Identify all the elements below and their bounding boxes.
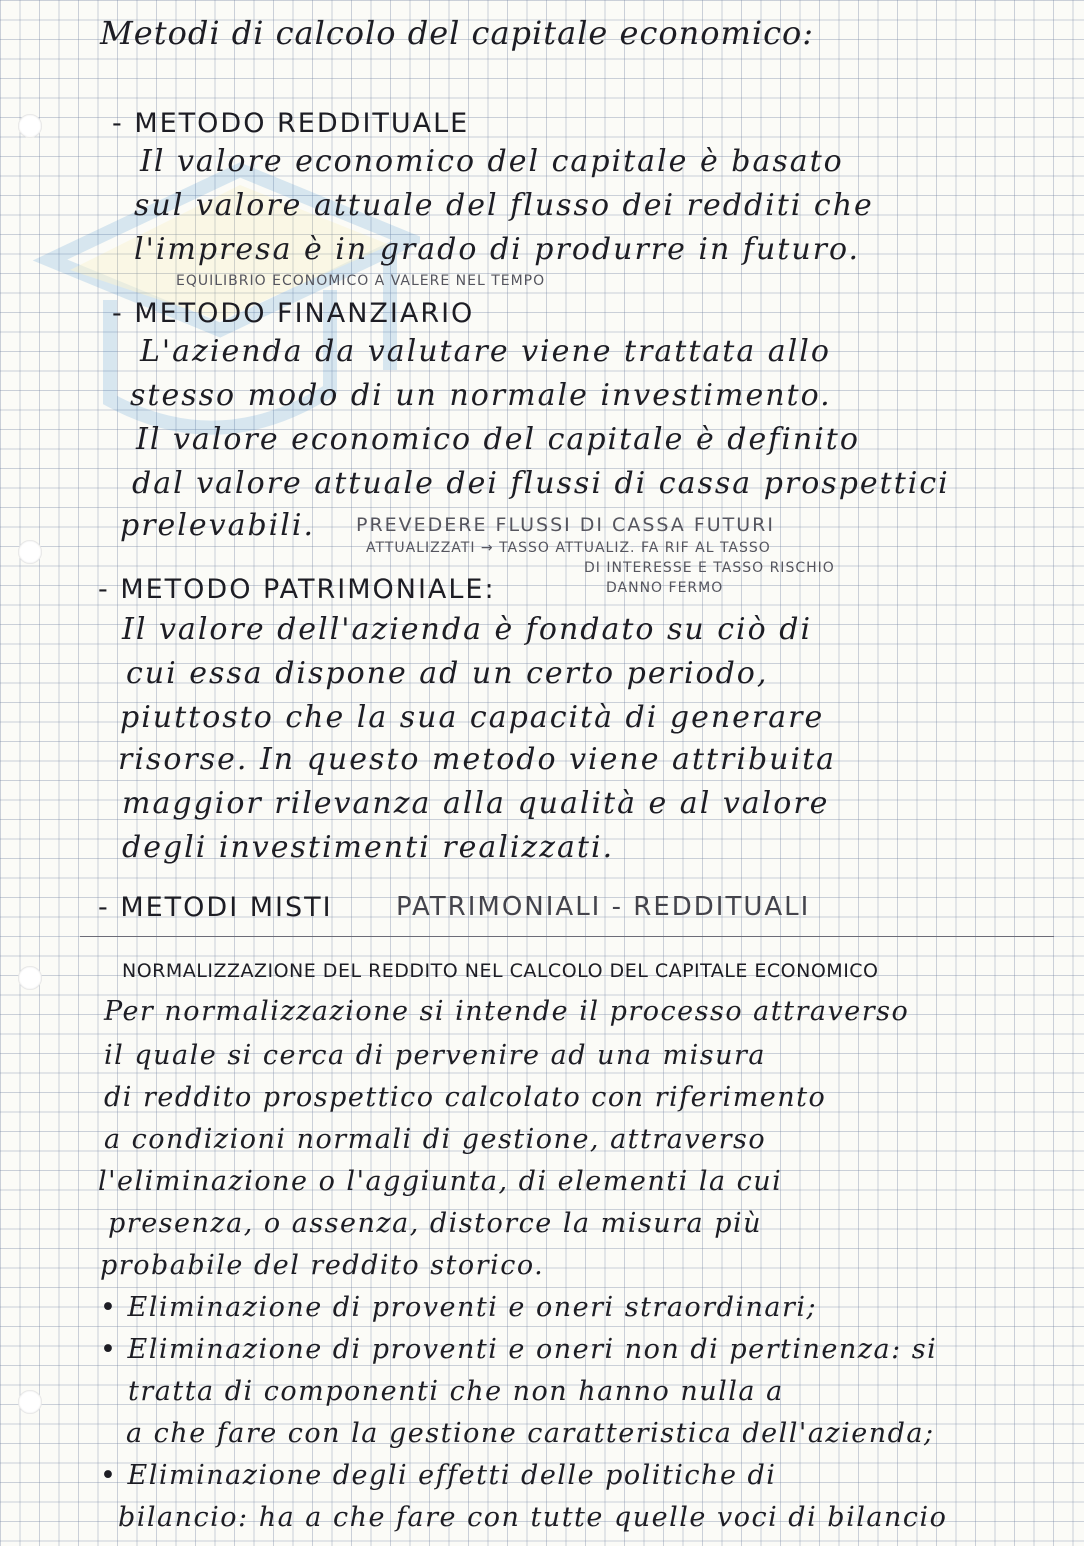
text-line: piuttosto che la sua capacità di generare (120, 700, 825, 735)
text-line: L'azienda da valutare viene trattata allo (140, 334, 831, 369)
text-line: l'impresa è in grado di produrre in futuro. (134, 232, 861, 267)
page-title: Metodi di calcolo del capitale economico: (100, 14, 815, 52)
text-line: dal valore attuale dei flussi di cassa prospettici (132, 466, 950, 501)
list-item: • Eliminazione di proventi e oneri straordinari; (100, 1292, 818, 1323)
section-heading-reddituale: - METODO REDDITUALE (112, 108, 470, 139)
text-line: stesso modo di un normale investimento. (130, 378, 832, 413)
text-line: l'eliminazione o l'aggiunta, di elementi la cui (98, 1166, 783, 1197)
text-line: prelevabili. (120, 508, 316, 543)
text-line: di reddito prospettico calcolato con riferimento (104, 1082, 827, 1113)
text-line: bilancio: ha a che fare con tutte quelle voci di bilancio (118, 1502, 948, 1533)
text-line: risorse. In questo metodo viene attribuita (118, 742, 837, 777)
section-divider (80, 936, 1054, 937)
pencil-note: PREVEDERE FLUSSI DI CASSA FUTURI (356, 514, 775, 536)
text-line: cui essa dispone ad un certo periodo, (126, 656, 769, 691)
list-item: • Eliminazione degli effetti delle politiche di (100, 1460, 777, 1491)
pencil-note: EQUILIBRIO ECONOMICO A VALERE NEL TEMPO (176, 273, 546, 289)
text-line: Per normalizzazione si intende il processo attraverso (104, 996, 910, 1027)
pencil-note: DI INTERESSE E TASSO RISCHIO (584, 560, 835, 576)
list-item: • Eliminazione di proventi e oneri non di pertinenza: si (100, 1334, 938, 1365)
text-line: tratta di componenti che non hanno nulla a (128, 1376, 784, 1407)
text-line: a che fare con la gestione caratteristica dell'azienda; (126, 1418, 935, 1449)
text-line: il quale si cerca di pervenire ad una misura (104, 1040, 767, 1071)
text-line: probabile del reddito storico. (100, 1250, 545, 1281)
normalization-heading: NORMALIZZAZIONE DEL REDDITO NEL CALCOLO DEL CAPITALE ECONOMICO (122, 960, 879, 982)
text-line: degli investimenti realizzati. (122, 830, 615, 865)
text-line: a condizioni normali di gestione, attraverso (104, 1124, 767, 1155)
pencil-note: ATTUALIZZATI → TASSO ATTUALIZ. FA RIF AL TASSO (366, 540, 771, 556)
text-line: Il valore economico del capitale è basato (140, 144, 844, 179)
section-heading-finanziario: - METODO FINANZIARIO (112, 298, 475, 329)
text-line: presenza, o assenza, distorce la misura più (108, 1208, 763, 1239)
section-heading-patrimoniale: - METODO PATRIMONIALE: (98, 574, 496, 605)
text-line: maggior rilevanza alla qualità e al valore (122, 786, 830, 821)
section-heading-misti: - METODI MISTI (98, 892, 333, 923)
pencil-note: PATRIMONIALI - REDDITUALI (396, 892, 811, 922)
text-line: Il valore economico del capitale è definito (136, 422, 860, 457)
pencil-note: DANNO FERMO (606, 580, 724, 596)
text-line: Il valore dell'azienda è fondato su ciò di (122, 612, 813, 647)
text-line: sul valore attuale del flusso dei redditi che (134, 188, 874, 223)
